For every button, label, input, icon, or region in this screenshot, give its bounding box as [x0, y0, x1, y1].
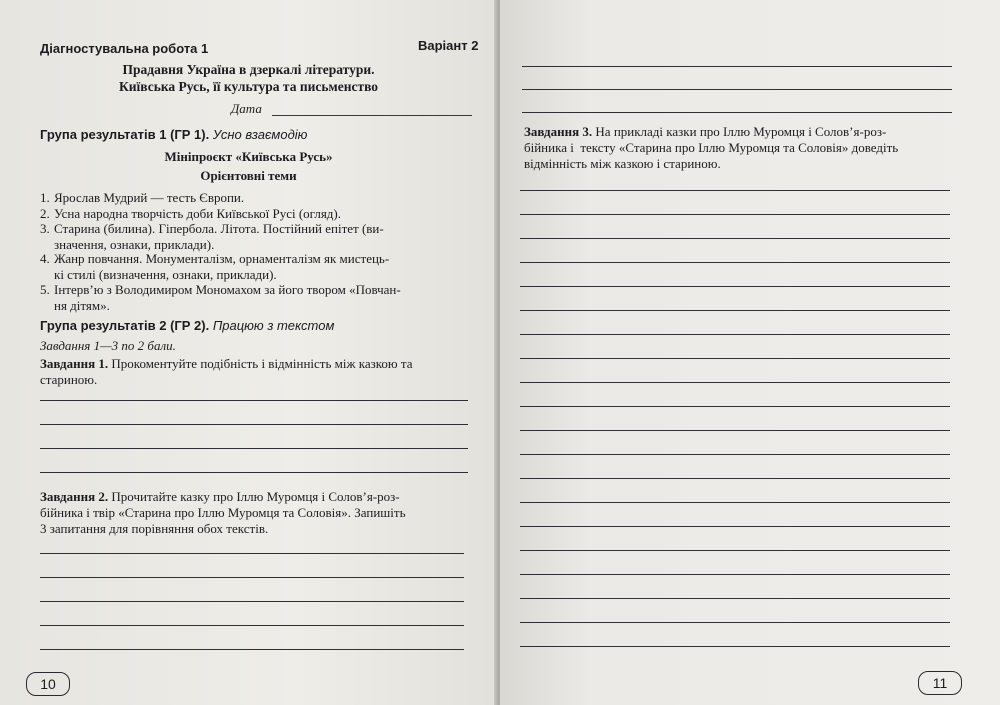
task3-text-a: бійника і	[524, 140, 574, 155]
answer-line[interactable]	[520, 382, 950, 383]
list-item-number: 1.	[40, 190, 50, 205]
list-item-text: ня дітям».	[54, 297, 110, 313]
answer-line[interactable]	[520, 334, 950, 335]
group1-heading	[40, 127, 307, 142]
page-number-left: 10	[26, 672, 70, 696]
answer-line[interactable]	[520, 190, 950, 191]
task3-line3: відмінність між казкою і стариною.	[524, 156, 721, 171]
list-item-number: 4.	[40, 251, 50, 266]
answer-line[interactable]	[40, 424, 468, 425]
answer-line[interactable]	[520, 286, 950, 287]
list-item-text: кі стилі (визначення, ознаки, приклади).	[54, 266, 277, 282]
right-page	[500, 0, 1000, 705]
task3-text: На прикладі казки про Іллю Муромця і Солов’я-роз-	[595, 124, 887, 139]
answer-line[interactable]	[520, 238, 950, 239]
points-note: Завдання 1—3 по 2 бали.	[40, 338, 176, 353]
miniproject-name: «Київська Русь»	[235, 149, 333, 164]
answer-line[interactable]	[520, 358, 950, 359]
answer-line[interactable]	[522, 89, 952, 90]
answer-line[interactable]	[520, 478, 950, 479]
answer-line[interactable]	[522, 66, 952, 67]
miniproject-label: Мініпроєкт	[164, 149, 233, 164]
group2-heading	[40, 318, 334, 333]
list-item	[40, 282, 480, 314]
answer-line[interactable]	[40, 448, 468, 449]
list-item	[40, 221, 480, 253]
answer-line[interactable]	[520, 598, 950, 599]
miniproject-heading	[0, 149, 497, 165]
group1-label: Група результатів 1 (ГР 1).	[40, 127, 210, 142]
answer-line[interactable]	[520, 214, 950, 215]
date-label: Дата	[231, 101, 262, 116]
list-item-number: 3.	[40, 221, 50, 236]
answer-line[interactable]	[520, 550, 950, 551]
list-item-text: Ярослав Мудрий — тесть Європи.	[54, 190, 245, 205]
group2-desc: Працюю з текстом	[212, 318, 335, 333]
task2-label: Завдання 2.	[40, 489, 109, 504]
list-item	[40, 190, 480, 206]
answer-line[interactable]	[520, 502, 950, 503]
list-item-number: 2.	[40, 206, 50, 221]
list-item	[40, 206, 480, 222]
task2-line3: 3 запитання для порівняння обох текстів.	[40, 521, 269, 536]
list-item-text: Інтерв’ю з Володимиром Мономахом за його твором «Повчан-	[54, 282, 401, 297]
answer-line[interactable]	[520, 526, 950, 527]
topic-title-line1: Прадавня Україна в дзеркалі літератури.	[122, 62, 375, 77]
variant-label: Варіант 2	[418, 38, 479, 53]
list-item-text: значення, ознаки, приклади).	[54, 236, 215, 252]
group1-desc: Усно взаємодію	[212, 127, 308, 142]
answer-line[interactable]	[520, 310, 950, 311]
list-item-text: Жанр повчання. Монументалізм, орнаменталізм як мистець-	[54, 251, 390, 266]
answer-line[interactable]	[40, 553, 464, 554]
task2-text: Прочитайте казку про Іллю Муромця і Солов’я-роз-	[111, 489, 400, 504]
group2-label: Група результатів 2 (ГР 2).	[40, 318, 210, 333]
answer-line[interactable]	[40, 601, 464, 602]
answer-line[interactable]	[520, 574, 950, 575]
answer-line[interactable]	[520, 646, 950, 647]
list-item-text: Усна народна творчість доби Київської Русі (огляд).	[54, 206, 341, 221]
list-item-number: 5.	[40, 282, 50, 297]
answer-line[interactable]	[40, 649, 464, 650]
answer-line[interactable]	[520, 430, 950, 431]
answer-line[interactable]	[40, 400, 468, 401]
work-title: Діагностувальна робота 1	[40, 41, 209, 56]
task1-label: Завдання 1.	[40, 356, 109, 371]
answer-line[interactable]	[522, 112, 952, 113]
topic-title-line2: Київська Русь, її культура та письменство	[118, 79, 379, 94]
task3-label: Завдання 3.	[524, 124, 593, 139]
left-page	[0, 0, 497, 705]
page-number-right: 11	[918, 671, 962, 695]
task1-line1	[40, 356, 413, 372]
list-item	[40, 251, 480, 283]
task2-line2: бійника і твір «Старина про Іллю Муромця та Соловія». Запишіть	[40, 505, 406, 520]
task3-text-b: тексту «Старина про Іллю Муромця та Соловія» доведіть	[580, 140, 899, 155]
answer-line[interactable]	[520, 454, 950, 455]
answer-line[interactable]	[520, 406, 950, 407]
task3-line1	[524, 124, 886, 140]
task1-text: Прокоментуйте подібність і відмінність між казкою та	[111, 356, 413, 371]
topics-heading: Орієнтовні теми	[200, 168, 297, 183]
answer-line[interactable]	[520, 622, 950, 623]
date-field-line[interactable]	[272, 115, 472, 116]
list-item-text: Старина (билина). Гіпербола. Літота. Постійний епітет (ви-	[54, 221, 384, 236]
task2-line1	[40, 489, 400, 505]
task3-line2	[524, 140, 898, 156]
answer-line[interactable]	[40, 577, 464, 578]
answer-line[interactable]	[40, 625, 464, 626]
task1-line2: стариною.	[40, 372, 98, 387]
answer-line[interactable]	[40, 472, 468, 473]
answer-line[interactable]	[520, 262, 950, 263]
